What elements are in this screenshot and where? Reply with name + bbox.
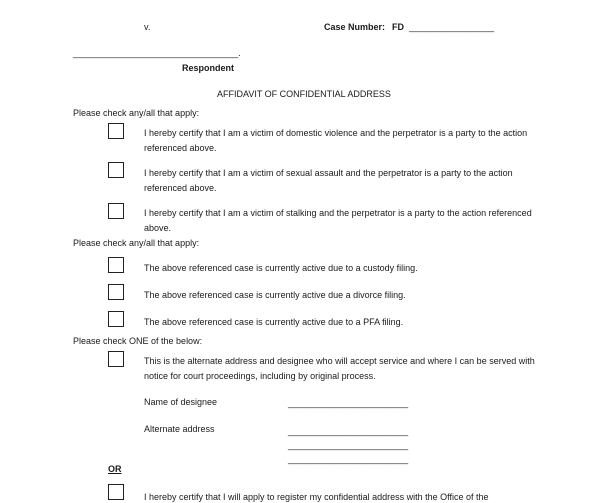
section2-heading: Please check any/all that apply:: [73, 238, 200, 248]
item-custody: The above referenced case is currently active due to a custody filing.: [144, 263, 418, 273]
option-register-confidential: I hereby certify that I will apply to register my confidential address with the Office of the: [144, 492, 489, 502]
case-number-prefix: FD: [392, 22, 404, 32]
checkbox-custody[interactable]: [108, 257, 124, 273]
checkbox-stalking[interactable]: [108, 203, 124, 219]
address-label: Alternate address: [144, 424, 215, 434]
designee-label: Name of designee: [144, 397, 218, 407]
address-blank-2[interactable]: ________________________: [288, 440, 409, 450]
section3-heading: Please check ONE of the below:: [73, 336, 203, 346]
checkbox-pfa[interactable]: [108, 311, 124, 327]
checkbox-domestic-violence[interactable]: [108, 123, 124, 139]
item-pfa: The above referenced case is currently active due to a PFA filing.: [144, 317, 404, 327]
case-number-label: Case Number:: [324, 22, 386, 32]
section1-heading: Please check any/all that apply:: [73, 108, 200, 118]
item-sexual-assault: I hereby certify that I am a victim of sexual assault and the perpetrator is a party to the action referenced above.: [144, 168, 513, 193]
item-stalking: I hereby certify that I am a victim of stalking and the perpetrator is a party to the action referenced above.: [144, 208, 532, 233]
item-domestic-violence: I hereby certify that I am a victim of domestic violence and the perpetrator is a party to the action referenced above.: [144, 128, 528, 153]
respondent-blank[interactable]: _________________________________.: [73, 48, 241, 58]
designee-blank[interactable]: ________________________: [288, 398, 409, 408]
item-divorce: The above referenced case is currently active due a divorce filing.: [144, 290, 406, 300]
document-title: AFFIDAVIT OF CONFIDENTIAL ADDRESS: [217, 89, 391, 99]
respondent-label: Respondent: [182, 63, 235, 73]
checkbox-register-confidential[interactable]: [108, 484, 124, 500]
option-alternate-address: This is the alternate address and designee who will accept service and where I can be served with notice for court proceedings, including by original process.: [144, 356, 535, 381]
versus-text: v.: [144, 22, 151, 32]
checkbox-alternate-address[interactable]: [108, 351, 124, 367]
checkbox-sexual-assault[interactable]: [108, 162, 124, 178]
address-blank-3[interactable]: ________________________: [288, 454, 409, 464]
or-label: OR: [108, 464, 122, 474]
case-number-blank[interactable]: _________________: [409, 22, 495, 32]
checkbox-divorce[interactable]: [108, 284, 124, 300]
address-blank-1[interactable]: ________________________: [288, 426, 409, 436]
